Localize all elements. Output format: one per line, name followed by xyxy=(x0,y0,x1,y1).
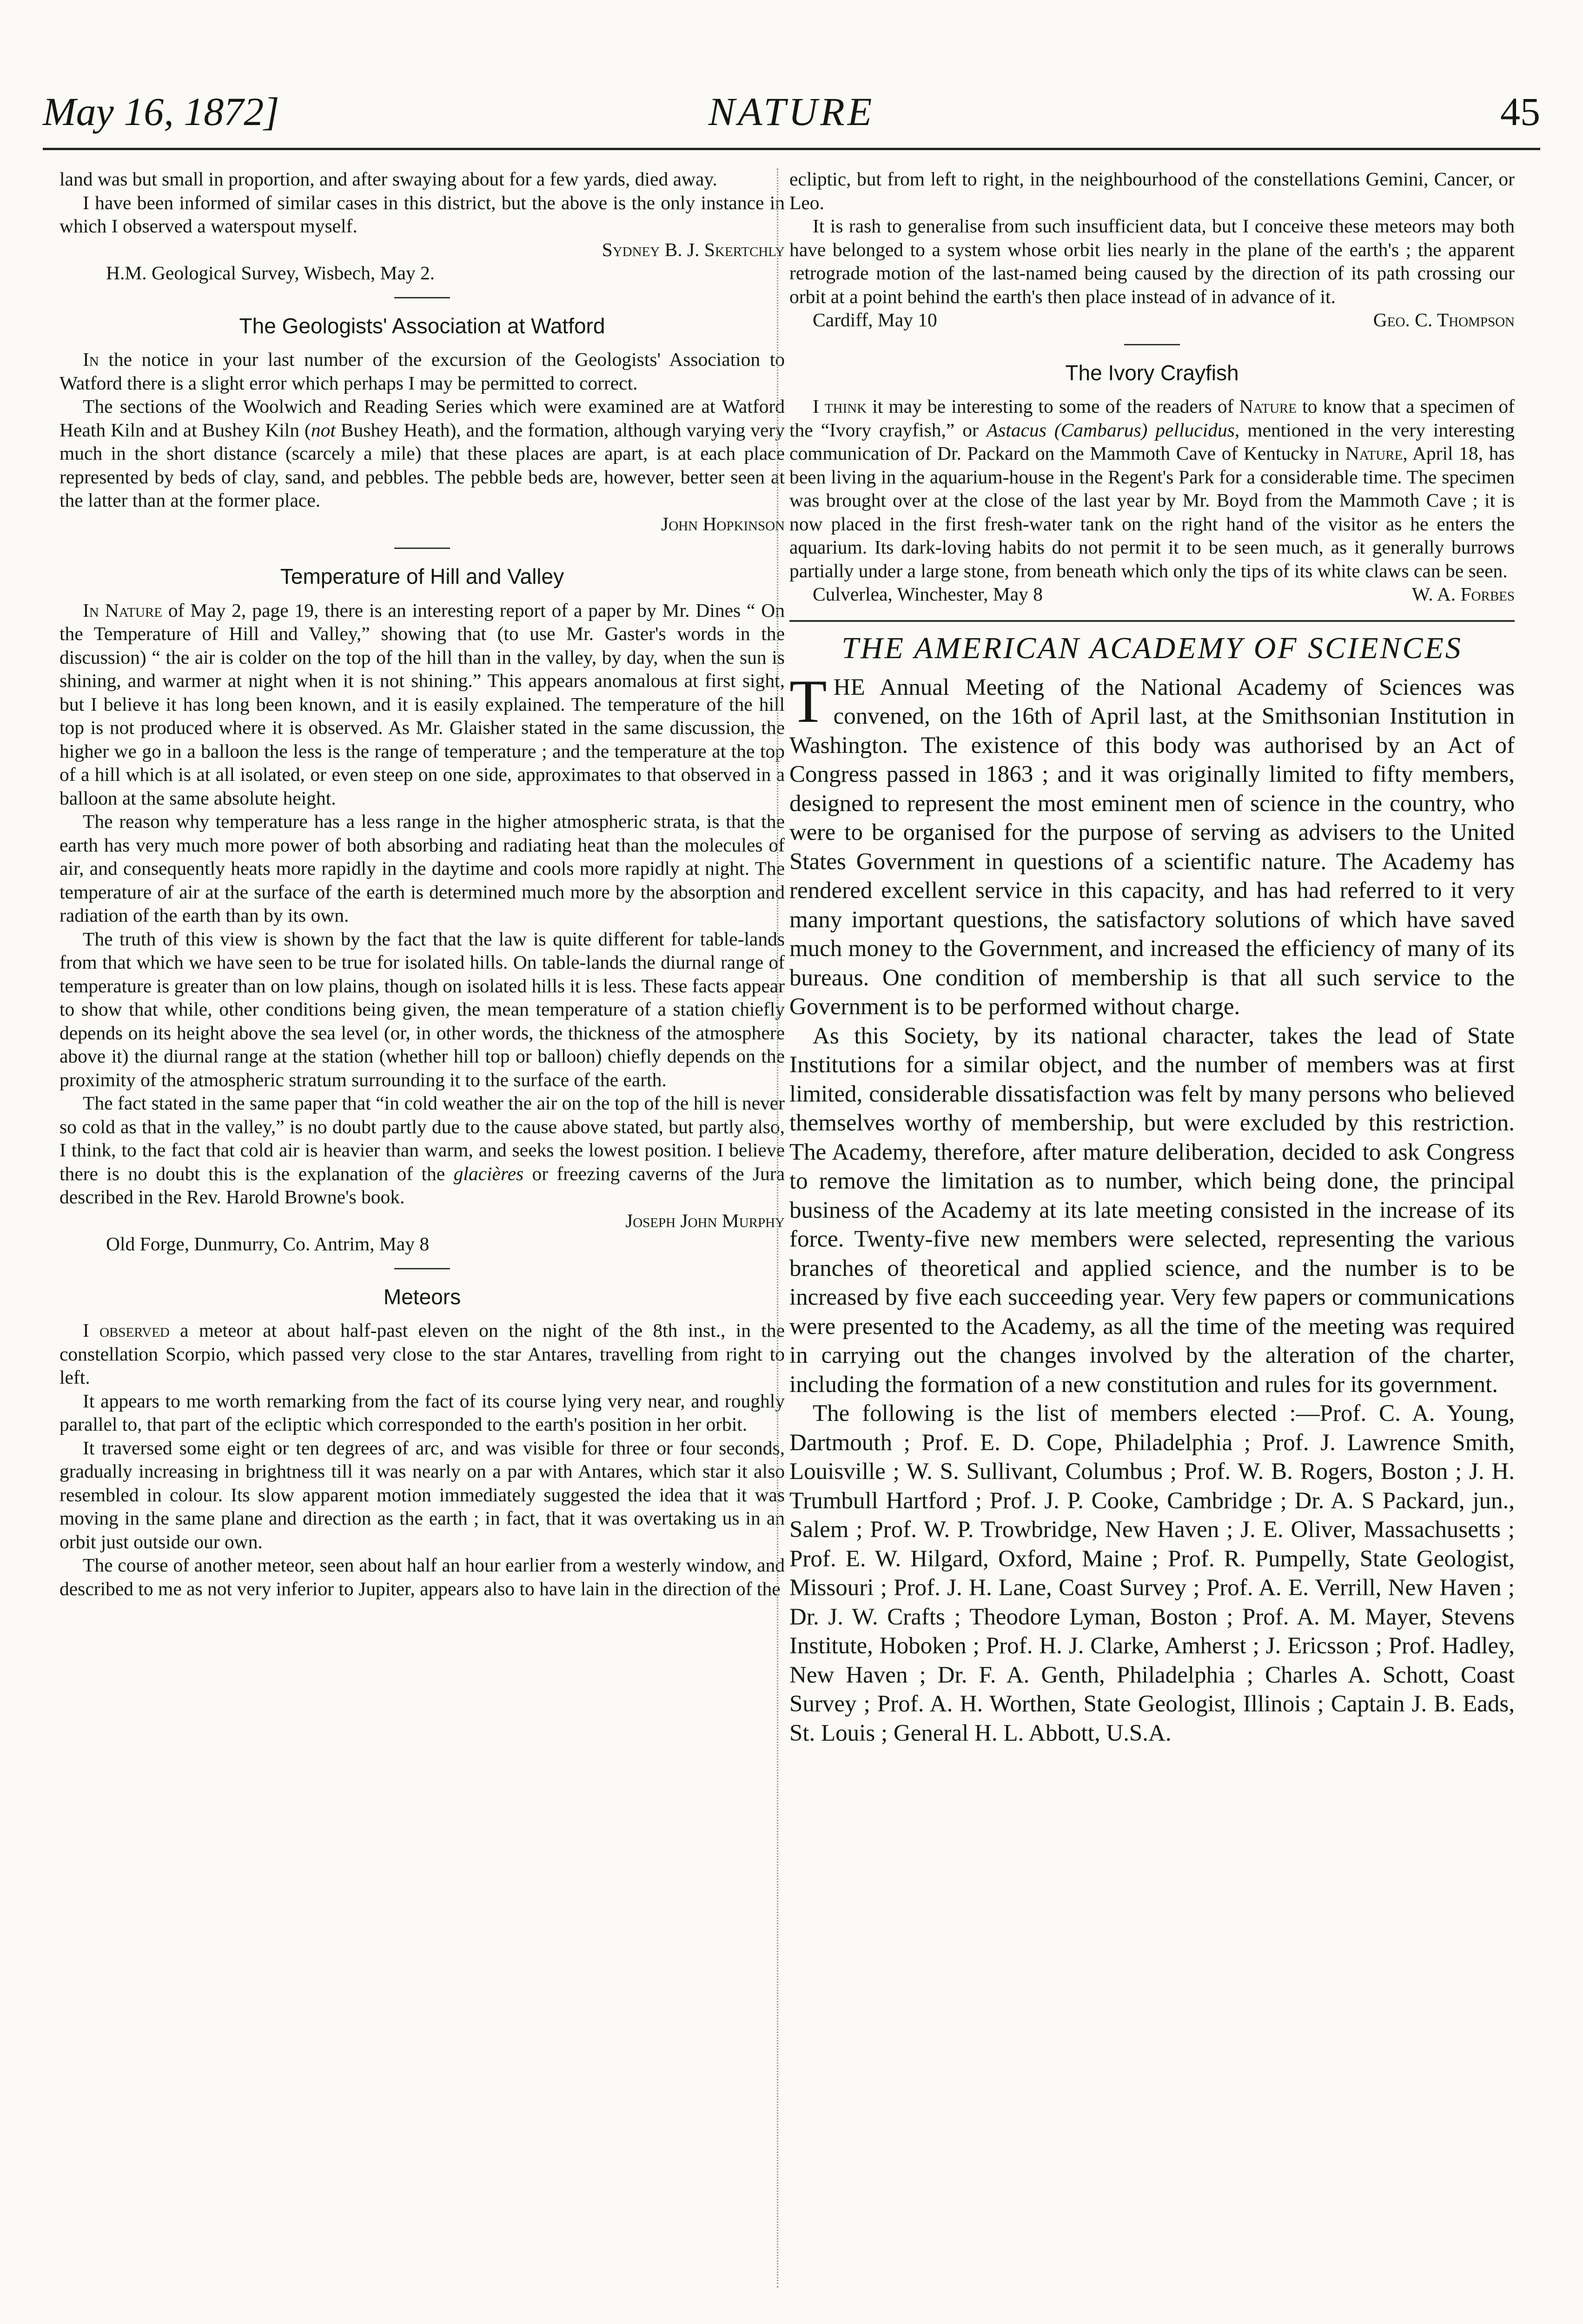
paragraph: The course of another meteor, seen about half an hour earlier from a westerly window, and described to me as not very inferior to Jupiter, appears also to have lain in the direction of the xyxy=(60,1554,785,1599)
journal-title: NATURE xyxy=(708,89,875,134)
paragraph: HE Annual Meeting of the National Academy of Sciences was convened, on the 16th of April last, at the Smithsonian Institution in Washington. The existence of this body was authorised by an Act of Congress passed in 1863 ; and it was originally limited to fifty members, designed to represent the most eminent men of science in the country, who were to be organised for the purpose of serving as advisers to the United States Government in questions of a scientific nature. The Academy has rendered excellent service in this capacity, and has had referred to it very many important questions, the satisfactory solutions of which have saved much money to the Government, and increased the efficiency of many of its bureaus. One condition of membership is that all such service to the Government is to be performed without charge. xyxy=(789,674,1515,1020)
left-column xyxy=(60,167,785,1600)
section-divider xyxy=(394,548,450,549)
paragraph-part: to know that a specimen of the “Ivory crayfish,” or xyxy=(789,396,1515,441)
paragraph: As this Society, by its national character, takes the lead of State Institutions for a similar object, and the number of members was at first limited, considerable dissatisfaction was felt by many persons who believed themselves worthy of membership, but were excluded by this restriction. The Academy, therefore, after mature deliberation, decided to ask Congress to remove the limitation as to number, which being done, the principal business of the Academy at its late meeting consisted in the increase of its force. Twenty-five new members were selected, representing the various branches of theoretical and applied science, and the number is to be increased by five each succeeding year. Very few papers or communications were presented to the Academy, as all the time of the meeting was required in carrying out the changes involved by the alteration of the charter, including the formation of a new constitution and rules for its government. xyxy=(789,1023,1515,1398)
signature-place: Cardiff, May 10 xyxy=(813,309,937,330)
member-list: The following is the list of members elected :—Prof. C. A. Young, Dartmouth ; Prof. E. D. Cope, Philadelphia ; Prof. J. Lawrence Smith, Louisville ; W. S. Sullivant, Columbus ; Prof. W. B. Rogers, Boston ; J. H. Trumbull Hartford ; Prof. J. P. Cooke, Cambridge ; Dr. A. S Packard, jun., Salem ; Prof. W. P. Trowbridge, New Haven ; J. E. Oliver, Massachusetts ; Prof. E. W. Hilgard, Oxford, Maine ; Prof. R. Pumpelly, State Geologist, Missouri ; Prof. J. H. Lane, Coast Survey ; Prof. A. E. Verrill, New Haven ; Dr. J. W. Crafts ; Theodore Lyman, Boston ; Prof. A. M. Mayer, Stevens Institute, Hoboken ; Prof. H. J. Clarke, Amherst ; J. Ericsson ; Prof. Hadley, New Haven ; Dr. F. A. Genth, Philadelphia ; Charles A. Schott, Coast Survey ; Prof. A. H. Worthen, State Geologist, Illinois ; Captain J. B. Eads, St. Louis ; General H. L. Abbott, U.S.A. xyxy=(789,1400,1515,1746)
lead-word: In xyxy=(83,349,99,370)
paragraph: I have been informed of similar cases in this district, but the above is the only instance in which I observed a waterspout myself. xyxy=(60,191,785,237)
signature-place: Culverlea, Winchester, May 8 xyxy=(813,583,1043,605)
emphasis: glacières xyxy=(453,1162,524,1184)
signature: Sydney B. J. Skertchly xyxy=(602,238,785,260)
crayfish-letter xyxy=(789,361,1515,606)
paragraph-part: The fact stated in the same paper that “in cold weather the air on the top of the hill is never so cold as that in the valley,” is no doubt partly due to the cause above stated, but partly also, I think, to the fact that cold air is heavier than warm, and seeks the lowest position. I believe there is no doubt this is the explanation of the xyxy=(60,1092,785,1184)
section-heading: Meteors xyxy=(383,1284,461,1309)
paragraph: It traversed some eight or ten degrees of arc, and was visible for three or four seconds, gradually increasing in brightness till it was nearly on a par with Antares, which star it also resembled in colour. Its slow apparent motion immediately suggested the idea that it was moving in the same plane and direction as the earth ; in fact, that it was overtaking us in an orbit just outside our own. xyxy=(60,1437,785,1552)
paragraph-part: Bushey Heath), and the formation, although varying very much in the short distance (scarcely a mile) that these places are apart, is at each place represented by beds of clay, sand, and pebbles. The pebble beds are, however, better seen at the latter than at the former place. xyxy=(60,419,785,511)
signature-place: H.M. Geological Survey, Wisbech, May 2. xyxy=(106,262,435,284)
temperature-letter xyxy=(60,565,785,1256)
lead-word: In Nature xyxy=(83,599,163,621)
section-heading: Temperature of Hill and Valley xyxy=(280,564,564,588)
species-name: Astacus (Cambarus) pellucidus xyxy=(986,419,1235,441)
section-heading: The Geologists' Association at Watford xyxy=(239,313,605,338)
right-column xyxy=(789,167,1515,1748)
paragraph: of May 2, page 19, there is an interesting report of a paper by Mr. Dines “ On the Temperature of Hill and Valley,” showing that (to use Mr. Gaster's words in the discussion) “ the air is colder on the top of the hill than in the valley, by day, when the sun is shining, and warmer at night when it is not shining.” This appears anomalous at first sight, but I believe it has long been known, and it is easily explained. The temperature of the hill top is not produced where it is observed. As Mr. Glaisher stated in the same discussion, the higher we go in a balloon the less is the range of temperature ; and the temperature at the top of a hill which is at all isolated, or even steep on one side, approximates to that observed in a balloon at the same absolute height. xyxy=(60,599,785,809)
article-divider xyxy=(789,620,1515,622)
meteors-letter-continued xyxy=(789,167,1515,332)
paragraph-part: The sections of the Woolwich and Reading Series which were examined are at Watford Heath Kiln and at Bushey Kiln ( xyxy=(60,396,785,441)
page-header xyxy=(43,88,1540,144)
signature-row xyxy=(789,308,1515,332)
issue-date: May 16, 1872] xyxy=(43,89,279,134)
academy-article xyxy=(789,631,1515,1748)
drop-cap: T xyxy=(789,667,827,735)
signature: Joseph John Murphy xyxy=(625,1209,785,1231)
paragraph: a meteor at about half-past eleven on the night of the 8th inst., in the constellation Scorpio, which passed very close to the star Antares, travelling from right to left. xyxy=(60,1320,785,1388)
meteors-letter xyxy=(60,1285,785,1601)
waterspout-letter xyxy=(60,167,785,285)
section-divider xyxy=(394,297,450,298)
paragraph-part: , April 18, has been living in the aquarium-house in the Regent's Park for a considerable time. The specimen was brought over at the close of the last year by Mr. Boyd from the Mammoth Cave ; it is now placed in the first fresh-water tank on the right hand of the visitor as he enters the aquarium. Its dark-loving habits do not permit it to be seen much, as it generally burrows partially under a large stone, from beneath which only the tips of its white claws can be seen. xyxy=(789,442,1515,581)
signature: Geo. C. Thompson xyxy=(1373,309,1515,330)
paragraph: the notice in your last number of the excursion of the Geologists' Association to Watford there is a slight error which perhaps I may be permitted to correct. xyxy=(60,349,785,394)
section-divider xyxy=(1124,344,1180,345)
paragraph: It appears to me worth remarking from the fact of its course lying very near, and roughly parallel to, that part of the ecliptic which corresponded to the earth's position in her orbit. xyxy=(60,1390,785,1435)
paragraph: land was but small in proportion, and after swaying about for a few yards, died away. xyxy=(60,168,717,190)
paragraph: The truth of this view is shown by the fact that the law is quite different for table-lands from that which we have seen to be true for isolated hills. On table-lands the diurnal range of temperature is greater than on low plains, though on isolated hills it is less. These facts appear to show that while, other conditions being given, the mean temperature of a station chiefly depends on its height above the sea level (or, in other words, the thickness of the atmosphere above it) the diurnal range at the station (whether hill top or balloon) chiefly depends on the proximity of the atmospheric stratum surrounding it to the surface of the earth. xyxy=(60,928,785,1090)
geologists-letter xyxy=(60,314,785,536)
lead-word: I think xyxy=(813,396,867,417)
signature-row xyxy=(789,582,1515,606)
journal-name: Nature xyxy=(1239,396,1297,417)
paragraph-part: , mentioned in the very interesting communication of Dr. Packard on the Mammoth Cave of Kentucky in xyxy=(789,419,1515,464)
paragraph: The reason why temperature has a less range in the higher atmospheric strata, is that the earth has very much more power of both absorbing and radiating heat than the molecules of air, and consequently heats more rapidly in the daytime and cools more rapidly at night. The temperature of air at the surface of the earth is determined much more by the absorption and radiation of the earth than by its own. xyxy=(60,811,785,926)
signature-place: Old Forge, Dunmurry, Co. Antrim, May 8 xyxy=(106,1233,430,1254)
article-title: THE AMERICAN ACADEMY OF SCIENCES xyxy=(841,631,1463,665)
lead-word: I observed xyxy=(83,1320,170,1341)
paragraph-part: or freezing caverns of the Jura described in the Rev. Harold Browne's book. xyxy=(60,1162,785,1208)
journal-name: Nature xyxy=(1345,442,1403,464)
signature: W. A. Forbes xyxy=(1411,583,1515,605)
signature: John Hopkinson xyxy=(661,513,785,535)
paragraph-part: it may be interesting to some of the readers of xyxy=(872,396,1239,417)
paragraph: ecliptic, but from left to right, in the neighbourhood of the constellations Gemini, Cancer, or Leo. xyxy=(789,168,1515,213)
header-rule xyxy=(43,148,1540,150)
page-number: 45 xyxy=(1500,89,1540,134)
section-divider xyxy=(394,1268,450,1269)
column-divider xyxy=(777,168,778,2288)
paragraph: It is rash to generalise from such insufficient data, but I conceive these meteors may both have belonged to a system whose orbit lies nearly in the plane of the earth's ; the apparent retrograde motion of the last-named being caused by the direction of its path crossing our orbit at a point behind the earth's then place instead of in advance of it. xyxy=(789,215,1515,307)
emphasis: not xyxy=(311,419,336,441)
section-heading: The Ivory Crayfish xyxy=(1065,360,1239,385)
